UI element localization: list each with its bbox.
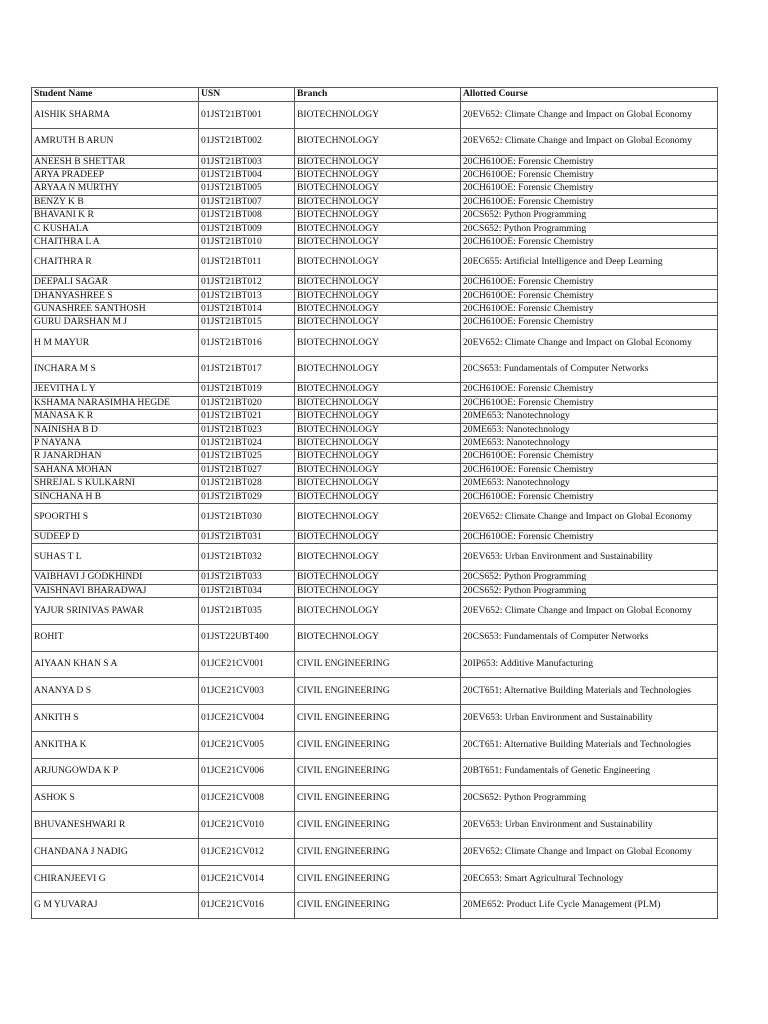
branch-cell: BIOTECHNOLOGY (295, 463, 461, 476)
usn-cell: 01JST21BT003 (199, 155, 295, 168)
branch-cell: BIOTECHNOLOGY (295, 597, 461, 624)
usn-cell: 01JST21BT028 (199, 477, 295, 490)
branch-cell: CIVIL ENGINEERING (295, 865, 461, 892)
branch-cell: BIOTECHNOLOGY (295, 624, 461, 651)
student-name-cell: BHAVANI K R (32, 209, 199, 222)
table-row (32, 303, 718, 316)
allotted-course-cell: 20CH610OE: Forensic Chemistry (461, 383, 718, 396)
table-row (32, 410, 718, 423)
usn-cell: 01JST21BT015 (199, 316, 295, 329)
table-row (32, 437, 718, 450)
table-row (32, 316, 718, 329)
branch-cell: BIOTECHNOLOGY (295, 102, 461, 129)
allotted-course-cell: 20CH610OE: Forensic Chemistry (461, 276, 718, 289)
allotted-course-cell: 20CS652: Python Programming (461, 584, 718, 597)
table-row (32, 597, 718, 624)
branch-cell: CIVIL ENGINEERING (295, 651, 461, 678)
allotted-course-cell: 20CT651: Alternative Building Materials and Technologies (461, 678, 718, 705)
usn-cell: 01JST21BT031 (199, 530, 295, 543)
student-name-cell: ARYAA N MURTHY (32, 182, 199, 195)
student-name-cell: P NAYANA (32, 437, 199, 450)
allotted-course-cell: 20CH610OE: Forensic Chemistry (461, 396, 718, 409)
allotted-course-cell: 20ME653: Nanotechnology (461, 410, 718, 423)
branch-cell: BIOTECHNOLOGY (295, 155, 461, 168)
usn-cell: 01JCE21CV005 (199, 731, 295, 758)
usn-cell: 01JST21BT032 (199, 544, 295, 571)
allotted-course-cell: 20CH610OE: Forensic Chemistry (461, 530, 718, 543)
student-name-cell: VAIBHAVI J GODKHINDI (32, 571, 199, 584)
allotted-course-cell: 20EC655: Artificial Intelligence and Deep Learning (461, 249, 718, 276)
usn-cell: 01JCE21CV003 (199, 678, 295, 705)
usn-cell: 01JST21BT025 (199, 450, 295, 463)
branch-cell: BIOTECHNOLOGY (295, 289, 461, 302)
branch-cell: CIVIL ENGINEERING (295, 758, 461, 785)
usn-cell: 01JST21BT023 (199, 423, 295, 436)
student-name-cell: SAHANA MOHAN (32, 463, 199, 476)
student-name-cell: AMRUTH B ARUN (32, 128, 199, 155)
branch-cell: CIVIL ENGINEERING (295, 839, 461, 866)
student-name-cell: SHREJAL S KULKARNI (32, 477, 199, 490)
table-row (32, 678, 718, 705)
allotted-course-cell: 20EV653: Urban Environment and Sustainability (461, 544, 718, 571)
student-name-cell: KSHAMA NARASIMHA HEGDE (32, 396, 199, 409)
usn-cell: 01JST21BT034 (199, 584, 295, 597)
usn-cell: 01JST21BT017 (199, 356, 295, 383)
allotted-course-cell: 20CH610OE: Forensic Chemistry (461, 169, 718, 182)
table-row (32, 624, 718, 651)
student-name-cell: R JANARDHAN (32, 450, 199, 463)
allotted-course-cell: 20CS652: Python Programming (461, 209, 718, 222)
usn-cell: 01JST21BT010 (199, 236, 295, 249)
allotted-course-cell: 20CS652: Python Programming (461, 785, 718, 812)
student-name-cell: ANKITHA K (32, 731, 199, 758)
usn-cell: 01JST21BT014 (199, 303, 295, 316)
student-name-cell: YAJUR SRINIVAS PAWAR (32, 597, 199, 624)
branch-cell: BIOTECHNOLOGY (295, 450, 461, 463)
branch-cell: BIOTECHNOLOGY (295, 316, 461, 329)
table-row (32, 731, 718, 758)
usn-cell: 01JST21BT020 (199, 396, 295, 409)
student-name-cell: CHAITHRA R (32, 249, 199, 276)
table-row (32, 222, 718, 235)
table-row (32, 785, 718, 812)
branch-cell: BIOTECHNOLOGY (295, 329, 461, 356)
table-row (32, 571, 718, 584)
table-row (32, 463, 718, 476)
allotted-course-cell: 20CH610OE: Forensic Chemistry (461, 463, 718, 476)
usn-cell: 01JST21BT019 (199, 383, 295, 396)
header-allotted-course: Allotted Course (461, 88, 718, 102)
branch-cell: BIOTECHNOLOGY (295, 383, 461, 396)
allotted-course-cell: 20ME652: Product Life Cycle Management (PLM) (461, 892, 718, 919)
branch-cell: BIOTECHNOLOGY (295, 128, 461, 155)
branch-cell: BIOTECHNOLOGY (295, 504, 461, 531)
table-row (32, 155, 718, 168)
usn-cell: 01JST21BT008 (199, 209, 295, 222)
usn-cell: 01JST21BT033 (199, 571, 295, 584)
allotted-course-cell: 20CH610OE: Forensic Chemistry (461, 316, 718, 329)
branch-cell: BIOTECHNOLOGY (295, 195, 461, 208)
allotted-course-cell: 20IP653: Additive Manufacturing (461, 651, 718, 678)
student-name-cell: ARJUNGOWDA K P (32, 758, 199, 785)
table-row (32, 249, 718, 276)
student-name-cell: CHANDANA J NADIG (32, 839, 199, 866)
allotted-course-cell: 20CH610OE: Forensic Chemistry (461, 450, 718, 463)
student-name-cell: SUDEEP D (32, 530, 199, 543)
student-name-cell: VAISHNAVI BHARADWAJ (32, 584, 199, 597)
allotted-course-cell: 20EC653: Smart Agricultural Technology (461, 865, 718, 892)
usn-cell: 01JCE21CV010 (199, 812, 295, 839)
usn-cell: 01JCE21CV004 (199, 705, 295, 732)
allotted-course-cell: 20ME653: Nanotechnology (461, 423, 718, 436)
branch-cell: BIOTECHNOLOGY (295, 182, 461, 195)
student-name-cell: SPOORTHI S (32, 504, 199, 531)
table-row (32, 195, 718, 208)
student-name-cell: JEEVITHA L Y (32, 383, 199, 396)
branch-cell: BIOTECHNOLOGY (295, 410, 461, 423)
usn-cell: 01JST21BT013 (199, 289, 295, 302)
usn-cell: 01JCE21CV016 (199, 892, 295, 919)
student-name-cell: ROHIT (32, 624, 199, 651)
student-name-cell: CHAITHRA L A (32, 236, 199, 249)
usn-cell: 01JST21BT011 (199, 249, 295, 276)
student-name-cell: GURU DARSHAN M J (32, 316, 199, 329)
table-row (32, 705, 718, 732)
table-row (32, 477, 718, 490)
branch-cell: CIVIL ENGINEERING (295, 892, 461, 919)
allotted-course-cell: 20ME653: Nanotechnology (461, 437, 718, 450)
student-name-cell: DEEPALI SAGAR (32, 276, 199, 289)
header-usn: USN (199, 88, 295, 102)
allotted-course-cell: 20CH610OE: Forensic Chemistry (461, 182, 718, 195)
table-row (32, 329, 718, 356)
student-name-cell: G M YUVARAJ (32, 892, 199, 919)
table-row (32, 490, 718, 503)
table-row (32, 839, 718, 866)
usn-cell: 01JST21BT009 (199, 222, 295, 235)
student-name-cell: H M MAYUR (32, 329, 199, 356)
allotted-course-cell: 20CH610OE: Forensic Chemistry (461, 155, 718, 168)
table-row (32, 651, 718, 678)
table-row (32, 276, 718, 289)
usn-cell: 01JST21BT021 (199, 410, 295, 423)
branch-cell: BIOTECHNOLOGY (295, 396, 461, 409)
student-name-cell: C KUSHALA (32, 222, 199, 235)
usn-cell: 01JCE21CV001 (199, 651, 295, 678)
table-row (32, 504, 718, 531)
student-name-cell: ARYA PRADEEP (32, 169, 199, 182)
table-row (32, 356, 718, 383)
student-name-cell: AIYAAN KHAN S A (32, 651, 199, 678)
table-row (32, 102, 718, 129)
allotted-course-cell: 20CS652: Python Programming (461, 222, 718, 235)
table-row (32, 182, 718, 195)
table-row (32, 383, 718, 396)
table-row (32, 530, 718, 543)
header-branch: Branch (295, 88, 461, 102)
student-name-cell: NAINISHA B D (32, 423, 199, 436)
allotted-course-cell: 20CS652: Python Programming (461, 571, 718, 584)
student-name-cell: ASHOK S (32, 785, 199, 812)
branch-cell: BIOTECHNOLOGY (295, 356, 461, 383)
branch-cell: BIOTECHNOLOGY (295, 490, 461, 503)
table-row (32, 396, 718, 409)
usn-cell: 01JST21BT027 (199, 463, 295, 476)
student-name-cell: BENZY K B (32, 195, 199, 208)
usn-cell: 01JST21BT030 (199, 504, 295, 531)
usn-cell: 01JST21BT004 (199, 169, 295, 182)
branch-cell: BIOTECHNOLOGY (295, 544, 461, 571)
table-row (32, 812, 718, 839)
usn-cell: 01JST21BT002 (199, 128, 295, 155)
table-row (32, 584, 718, 597)
allotted-course-cell: 20EV653: Urban Environment and Sustainability (461, 812, 718, 839)
branch-cell: BIOTECHNOLOGY (295, 249, 461, 276)
usn-cell: 01JST21BT007 (199, 195, 295, 208)
branch-cell: CIVIL ENGINEERING (295, 678, 461, 705)
allotted-course-cell: 20CH610OE: Forensic Chemistry (461, 289, 718, 302)
usn-cell: 01JST21BT035 (199, 597, 295, 624)
allotted-course-cell: 20EV653: Urban Environment and Sustainability (461, 705, 718, 732)
student-name-cell: INCHARA M S (32, 356, 199, 383)
header-student-name: Student Name (32, 88, 199, 102)
allotment-sheet (31, 87, 717, 919)
branch-cell: BIOTECHNOLOGY (295, 169, 461, 182)
allotted-course-cell: 20CH610OE: Forensic Chemistry (461, 195, 718, 208)
usn-cell: 01JST21BT029 (199, 490, 295, 503)
branch-cell: CIVIL ENGINEERING (295, 785, 461, 812)
allotted-course-cell: 20EV652: Climate Change and Impact on Global Economy (461, 504, 718, 531)
usn-cell: 01JCE21CV014 (199, 865, 295, 892)
usn-cell: 01JST21BT001 (199, 102, 295, 129)
usn-cell: 01JCE21CV008 (199, 785, 295, 812)
usn-cell: 01JST21BT016 (199, 329, 295, 356)
header-row (32, 88, 718, 102)
student-name-cell: ANANYA D S (32, 678, 199, 705)
branch-cell: BIOTECHNOLOGY (295, 437, 461, 450)
branch-cell: CIVIL ENGINEERING (295, 731, 461, 758)
table-row (32, 169, 718, 182)
allotted-course-cell: 20CH610OE: Forensic Chemistry (461, 303, 718, 316)
table-row (32, 865, 718, 892)
usn-cell: 01JST22UBT400 (199, 624, 295, 651)
table-row (32, 209, 718, 222)
allotted-course-cell: 20EV652: Climate Change and Impact on Global Economy (461, 128, 718, 155)
branch-cell: BIOTECHNOLOGY (295, 209, 461, 222)
allotted-course-cell: 20CT651: Alternative Building Materials and Technologies (461, 731, 718, 758)
branch-cell: CIVIL ENGINEERING (295, 812, 461, 839)
student-name-cell: DHANYASHREE S (32, 289, 199, 302)
usn-cell: 01JST21BT005 (199, 182, 295, 195)
usn-cell: 01JST21BT012 (199, 276, 295, 289)
branch-cell: BIOTECHNOLOGY (295, 530, 461, 543)
table-row (32, 450, 718, 463)
student-name-cell: GUNASHREE SANTHOSH (32, 303, 199, 316)
allotted-course-cell: 20CS653: Fundamentals of Computer Networks (461, 356, 718, 383)
allotment-table (31, 87, 718, 919)
student-name-cell: ANEESH B SHETTAR (32, 155, 199, 168)
allotted-course-cell: 20CH610OE: Forensic Chemistry (461, 490, 718, 503)
table-row (32, 544, 718, 571)
table-row (32, 128, 718, 155)
branch-cell: CIVIL ENGINEERING (295, 705, 461, 732)
allotted-course-cell: 20CH610OE: Forensic Chemistry (461, 236, 718, 249)
usn-cell: 01JCE21CV012 (199, 839, 295, 866)
allotted-course-cell: 20EV652: Climate Change and Impact on Global Economy (461, 597, 718, 624)
student-name-cell: MANASA K R (32, 410, 199, 423)
allotted-course-cell: 20EV652: Climate Change and Impact on Global Economy (461, 839, 718, 866)
table-body (32, 102, 718, 919)
student-name-cell: SINCHANA H B (32, 490, 199, 503)
allotted-course-cell: 20EV652: Climate Change and Impact on Global Economy (461, 102, 718, 129)
branch-cell: BIOTECHNOLOGY (295, 571, 461, 584)
usn-cell: 01JCE21CV006 (199, 758, 295, 785)
table-row (32, 289, 718, 302)
allotted-course-cell: 20ME653: Nanotechnology (461, 477, 718, 490)
allotted-course-cell: 20CS653: Fundamentals of Computer Networks (461, 624, 718, 651)
table-row (32, 892, 718, 919)
branch-cell: BIOTECHNOLOGY (295, 222, 461, 235)
student-name-cell: SUHAS T L (32, 544, 199, 571)
usn-cell: 01JST21BT024 (199, 437, 295, 450)
allotted-course-cell: 20EV652: Climate Change and Impact on Global Economy (461, 329, 718, 356)
table-row (32, 758, 718, 785)
allotted-course-cell: 20BT651: Fundamentals of Genetic Engineering (461, 758, 718, 785)
branch-cell: BIOTECHNOLOGY (295, 303, 461, 316)
branch-cell: BIOTECHNOLOGY (295, 584, 461, 597)
student-name-cell: AISHIK SHARMA (32, 102, 199, 129)
table-row (32, 236, 718, 249)
branch-cell: BIOTECHNOLOGY (295, 477, 461, 490)
table-row (32, 423, 718, 436)
branch-cell: BIOTECHNOLOGY (295, 276, 461, 289)
student-name-cell: BHUVANESHWARI R (32, 812, 199, 839)
branch-cell: BIOTECHNOLOGY (295, 423, 461, 436)
branch-cell: BIOTECHNOLOGY (295, 236, 461, 249)
student-name-cell: ANKITH S (32, 705, 199, 732)
student-name-cell: CHIRANJEEVI G (32, 865, 199, 892)
